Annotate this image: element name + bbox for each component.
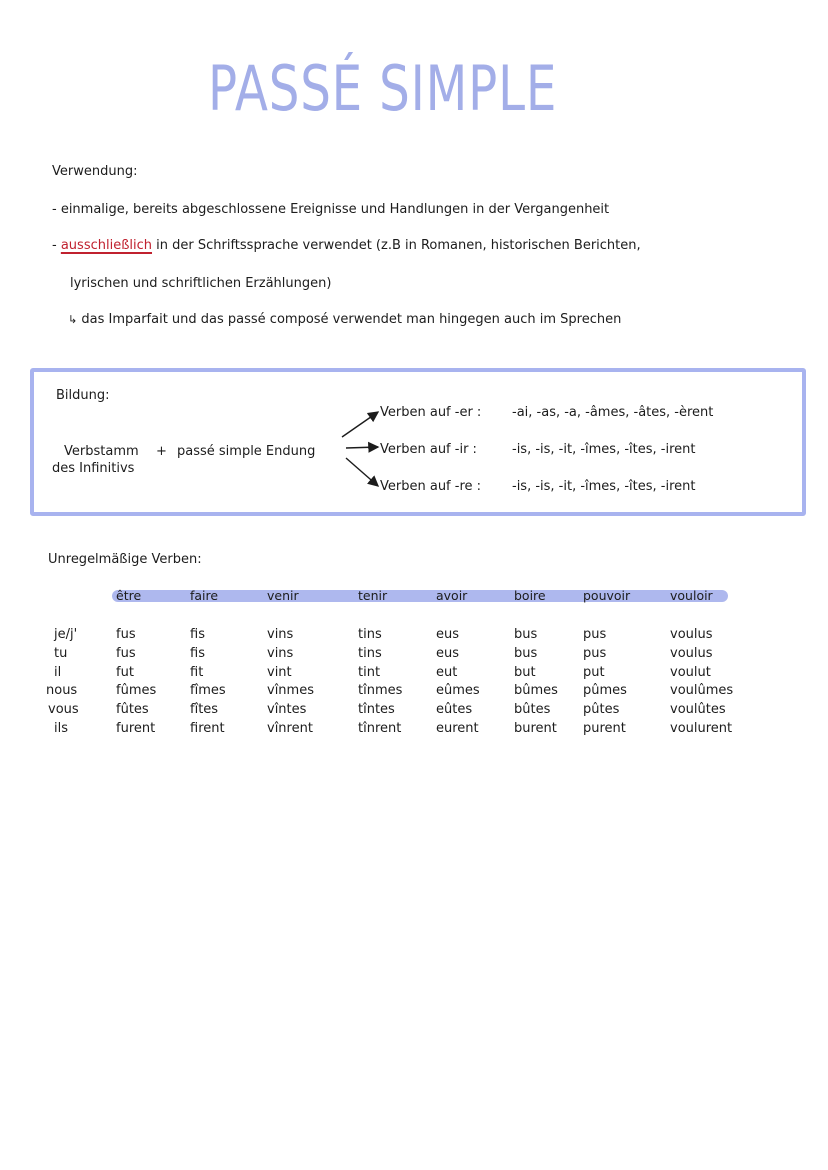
verb-header-6: pouvoir [583, 588, 631, 603]
verb-form-cell: eûtes [436, 702, 473, 717]
rule-ir-endings: -is, -is, -it, -îmes, -îtes, -irent [512, 442, 696, 457]
rule-re-label: Verben auf -re : [380, 479, 482, 494]
verb-form-cell: eus [436, 646, 460, 661]
verb-header-3: tenir [358, 588, 388, 603]
bildung-heading: Bildung: [56, 388, 110, 403]
verb-form-cell: fûtes [116, 702, 149, 717]
verb-header-0: être [116, 588, 142, 603]
verb-form-cell: fis [190, 646, 205, 661]
formula-endung: passé simple Endung [177, 444, 316, 459]
rule-re-endings: -is, -is, -it, -îmes, -îtes, -irent [512, 479, 696, 494]
verb-header-7: vouloir [670, 588, 713, 603]
pronoun-4: vous [48, 702, 79, 717]
verb-form-cell: pus [583, 646, 607, 661]
pronoun-3: nous [46, 683, 78, 698]
irregular-heading: Unregelmäßige Verben: [48, 552, 202, 567]
verwendung-bullet-1: - einmalige, bereits abgeschlossene Ereignisse und Handlungen in der Vergangenheit [52, 202, 610, 217]
verb-form-cell: fis [190, 627, 205, 642]
verb-header-4: avoir [436, 588, 468, 603]
verb-form-cell: voulûmes [670, 683, 734, 698]
verb-form-cell: voulus [670, 646, 713, 661]
rule-er-label: Verben auf -er : [380, 405, 482, 420]
verb-form-cell: eûmes [436, 683, 480, 698]
verb-form-cell: pus [583, 627, 607, 642]
verb-form-cell: but [514, 665, 536, 680]
formula-verbstamm: Verbstamm [64, 444, 139, 459]
verb-form-cell: tins [358, 627, 382, 642]
pronoun-1: tu [54, 646, 68, 661]
verb-form-cell: bus [514, 627, 538, 642]
verb-form-cell: voulus [670, 627, 713, 642]
verb-form-cell: eus [436, 627, 460, 642]
verb-form-cell: fus [116, 627, 136, 642]
verwendung-bullet-2 [52, 238, 641, 253]
verb-form-cell: bûtes [514, 702, 551, 717]
verb-form-cell: vînrent [267, 721, 313, 736]
verb-form-cell: purent [583, 721, 626, 736]
note-text: das Imparfait und das passé composé verwendet man hingegen auch im Sprechen [81, 312, 622, 327]
rule-er-endings: -ai, -as, -a, -âmes, -âtes, -èrent [512, 405, 714, 420]
verb-header-2: venir [267, 588, 299, 603]
pronoun-5: ils [54, 721, 68, 736]
verb-form-cell: fut [116, 665, 134, 680]
verb-form-cell: furent [116, 721, 156, 736]
verb-form-cell: fîmes [190, 683, 226, 698]
verwendung-bullet-2-continuation: lyrischen und schriftlichen Erzählungen) [70, 276, 332, 291]
verb-form-cell: bûmes [514, 683, 558, 698]
verb-form-cell: put [583, 665, 605, 680]
verb-form-cell: firent [190, 721, 225, 736]
verb-form-cell: tîntes [358, 702, 395, 717]
verb-form-cell: vins [267, 646, 294, 661]
verb-form-cell: vînmes [267, 683, 314, 698]
formula-plus: + [156, 444, 167, 459]
verb-header-1: faire [190, 588, 219, 603]
verb-form-cell: vins [267, 627, 294, 642]
verb-form-cell: tins [358, 646, 382, 661]
highlight-ausschliesslich: ausschließlich [60, 238, 153, 253]
verb-form-cell: fit [190, 665, 204, 680]
verb-form-cell: voulurent [670, 721, 733, 736]
verwendung-note [68, 312, 621, 327]
verb-form-cell: fîtes [190, 702, 219, 717]
verb-form-cell: voulut [670, 665, 711, 680]
verb-form-cell: vîntes [267, 702, 307, 717]
verb-form-cell: pûtes [583, 702, 620, 717]
pronoun-2: il [54, 665, 62, 680]
bullet-2-rest: in der Schriftssprache verwendet (z.B in Romanen, historischen Berichten, [156, 238, 641, 253]
page-title: PASSÉ SIMPLE [208, 52, 558, 125]
bullet-dash: - [52, 238, 57, 253]
pronoun-0: je/j' [54, 627, 78, 642]
verb-form-cell: fus [116, 646, 136, 661]
formula-sub: des Infinitivs [52, 461, 135, 476]
verb-header-5: boire [514, 588, 546, 603]
verb-form-cell: tint [358, 665, 381, 680]
arrow-icon: ↳ [68, 313, 78, 326]
verb-form-cell: pûmes [583, 683, 627, 698]
verb-form-cell: tînrent [358, 721, 402, 736]
verb-form-cell: eurent [436, 721, 479, 736]
verb-form-cell: burent [514, 721, 557, 736]
verb-form-cell: tînmes [358, 683, 403, 698]
verb-form-cell: fûmes [116, 683, 157, 698]
verb-form-cell: bus [514, 646, 538, 661]
verb-form-cell: vint [267, 665, 292, 680]
verb-form-cell: voulûtes [670, 702, 726, 717]
verwendung-heading: Verwendung: [52, 164, 138, 179]
rule-ir-label: Verben auf -ir : [380, 442, 477, 457]
verb-form-cell: eut [436, 665, 458, 680]
